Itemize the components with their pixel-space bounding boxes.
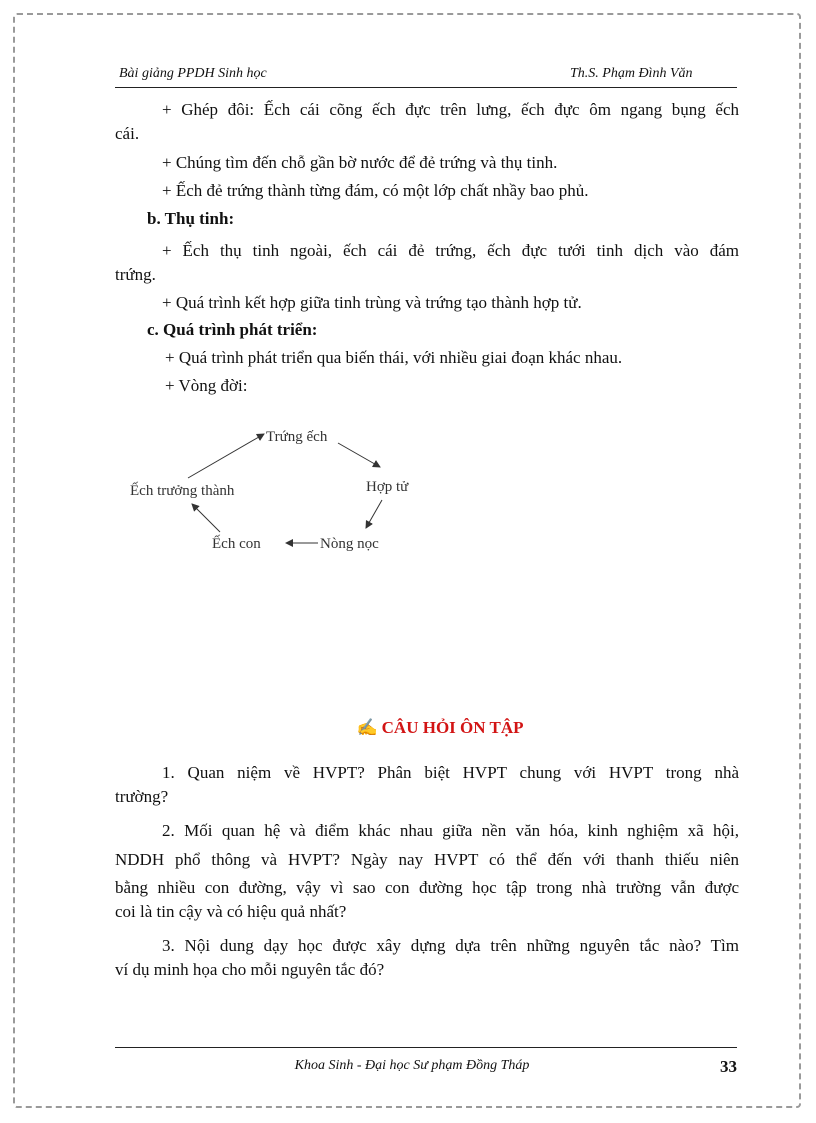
question-3-line-2: ví dụ minh họa cho mỗi nguyên tắc đó? xyxy=(115,960,385,979)
arrow-froglet-to-adult xyxy=(192,504,220,532)
question-3-line-1: 3. Nội dung dạy học được xây dựng dựa trên những nguyên tắc nào? Tìm xyxy=(162,936,739,955)
header-course: Bài giảng PPDH Sinh học xyxy=(119,66,267,81)
fertilization-heading: b. Thụ tinh: xyxy=(147,209,235,228)
question-2-line-1: 2. Mối quan hệ và điểm khác nhau giữa nền văn hóa, kinh nghiệm xã hội, xyxy=(162,821,739,840)
metamorphosis-line: + Quá trình phát triển qua biến thái, với nhiều giai đoạn khác nhau. xyxy=(165,348,623,367)
header-divider xyxy=(115,87,737,88)
footer-institution: Khoa Sinh - Đại học Sư phạm Đồng Tháp xyxy=(294,1058,530,1073)
frog-lifecycle-diagram xyxy=(120,418,430,568)
development-heading: c. Quá trình phát triển: xyxy=(147,320,318,339)
node-eggs: Trứng ếch xyxy=(266,429,328,445)
lifecycle-label: + Vòng đời: xyxy=(165,376,248,395)
page-number: 33 xyxy=(720,1057,737,1076)
arrow-eggs-to-zygote xyxy=(338,443,380,467)
external-fertilization-continued: trứng. xyxy=(115,265,156,284)
node-adult: Ếch trưởng thành xyxy=(130,483,235,499)
node-zygote: Hợp tử xyxy=(366,479,409,495)
shore-line: + Chúng tìm đến chỗ gần bờ nước để đẻ trứng và thụ tinh. xyxy=(162,153,558,172)
header-author: Th.S. Phạm Đình Văn xyxy=(570,66,693,81)
node-tadpole: Nòng nọc xyxy=(320,536,379,552)
pairing-line: + Ghép đôi: Ếch cái cõng ếch đực trên lưng, ếch đực ôm ngang bụng ếch xyxy=(162,100,739,119)
external-fertilization-line: + Ếch thụ tinh ngoài, ếch cái đẻ trứng, ếch đực tưới tinh dịch vào đám xyxy=(162,241,739,260)
question-2-line-2: NDDH phổ thông và HVPT? Ngày nay HVPT có thể đến với thanh thiếu niên xyxy=(115,850,739,869)
zygote-line: + Quá trình kết hợp giữa tinh trùng và trứng tạo thành hợp tử. xyxy=(162,293,582,312)
arrow-adult-to-eggs xyxy=(188,434,264,478)
node-froglet: Ếch con xyxy=(212,536,261,552)
review-questions-title: ✍ CÂU HỎI ÔN TẬP xyxy=(356,718,524,737)
question-1-line-2: trường? xyxy=(115,787,169,806)
eggs-line: + Ếch đẻ trứng thành từng đám, có một lớp chất nhầy bao phủ. xyxy=(162,181,589,200)
question-2-line-3: bằng nhiều con đường, vậy vì sao con đường học tập trong nhà trường vẫn được xyxy=(115,878,739,897)
question-2-line-4: coi là tin cậy và có hiệu quả nhất? xyxy=(115,902,347,921)
arrow-zygote-to-tadpole xyxy=(366,500,382,528)
pairing-continued: cái. xyxy=(115,124,140,143)
pen-icon: ✍ xyxy=(356,718,378,737)
question-1-line-1: 1. Quan niệm về HVPT? Phân biệt HVPT chung với HVPT trong nhà xyxy=(162,763,739,782)
footer-divider xyxy=(115,1047,737,1048)
